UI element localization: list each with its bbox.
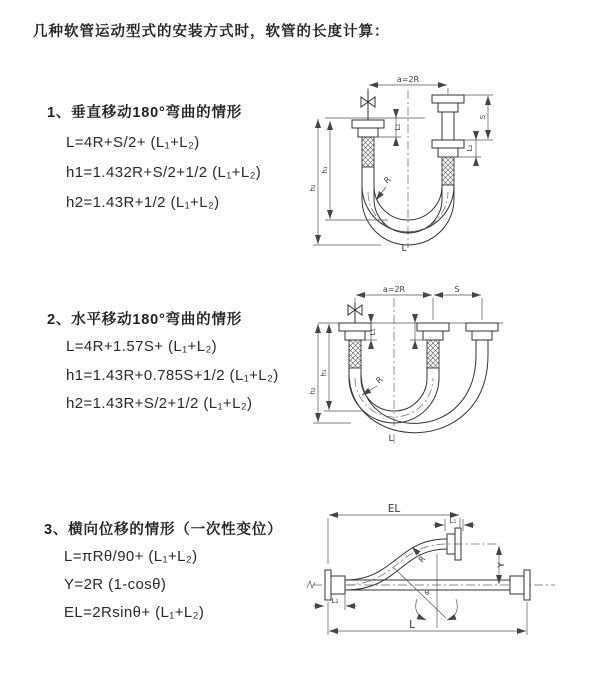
braided-hose-section: [442, 157, 454, 185]
flange-hub: [510, 576, 524, 594]
flange: [325, 570, 331, 600]
dim-a2r-label: a=2R: [382, 285, 406, 294]
section-3-formula-Y: Y=2R (1-cosθ): [64, 576, 167, 593]
braided-hose-section: [427, 340, 439, 368]
dim-s-label: S: [454, 285, 460, 294]
dim-l-label: L: [409, 619, 415, 631]
radius-leader: [376, 187, 386, 200]
flange-hub: [438, 103, 458, 112]
radius-line: [394, 568, 446, 618]
radius-leader: [412, 547, 420, 555]
dim-r-label: R: [382, 174, 393, 186]
flange-hub: [331, 576, 345, 594]
section-3-formula-L: L=πRθ/90+ (L₁+L₂): [64, 548, 198, 565]
section-1-heading: 1、垂直移动180°弯曲的情形: [47, 105, 243, 121]
dim-el-label: EL: [387, 503, 401, 515]
dim-s-label: S: [479, 114, 487, 120]
dim-theta-label: θ: [424, 589, 430, 597]
hose-bend-displaced: [361, 355, 476, 423]
dim-h2-label: h₂: [309, 387, 317, 395]
dim-h1-label: h₁: [320, 369, 328, 377]
angle-arc: [447, 599, 457, 620]
dim-a2r-label: a=2R: [396, 75, 420, 84]
flange-hub: [472, 331, 492, 340]
braided-hose-section: [362, 137, 374, 167]
section-1-formula-h2: h2=1.43R+1/2 (L₁+L₂): [66, 194, 220, 211]
dim-l2-label: L₂: [331, 597, 339, 605]
flange: [432, 95, 464, 103]
section-3-formula-EL: EL=2Rsinθ+ (L₁+L₂): [64, 604, 205, 621]
dim-r-label: R: [374, 374, 385, 386]
flange-hub: [438, 148, 458, 157]
dim-y-label: Y: [497, 562, 507, 568]
diagram-lateral-displacement: [300, 498, 600, 653]
section-2-formula-h1: h1=1.43R+0.785S+1/2 (L₁+L₂): [66, 367, 279, 384]
section-2-heading: 2、水平移动180°弯曲的情形: [47, 312, 243, 328]
angle-arc: [416, 599, 426, 620]
dim-l1-label: L₁: [394, 123, 402, 131]
section-2-formula-h2: h2=1.43R+S/2+1/2 (L₁+L₂): [66, 395, 253, 412]
dim-h1-label: h₁: [321, 166, 329, 174]
dim-l-label: L: [388, 434, 394, 444]
page-title: 几种软管运动型式的安装方式时，软管的长度计算：: [33, 24, 390, 40]
flange: [524, 570, 530, 600]
break-mark: [307, 581, 315, 588]
diagram-vertical-180-bend: [303, 70, 600, 265]
flange: [339, 323, 371, 331]
flange-hub: [345, 331, 365, 340]
flange-hub: [358, 128, 378, 137]
flange: [432, 140, 464, 148]
flange: [466, 323, 498, 331]
section-2-formula-L: L=4R+1.57S+ (L₁+L₂): [66, 338, 218, 355]
hose-curve: [345, 539, 447, 580]
braided-hose-section: [349, 340, 361, 368]
section-1-formula-L: L=4R+S/2+ (L₁+L₂): [66, 134, 200, 151]
section-3-heading: 3、横向位移的情形（一次性变位）: [44, 522, 283, 538]
flange: [417, 323, 449, 331]
dim-r-label: R: [416, 554, 428, 565]
diagram-horizontal-180-bend: [303, 283, 600, 463]
section-1-formula-h1: h1=1.432R+S/2+1/2 (L₁+L₂): [66, 164, 262, 181]
dim-l1-label: L₁: [369, 328, 377, 336]
dim-h2-label: h₂: [309, 184, 317, 192]
dim-l-label: L: [401, 244, 407, 254]
flange: [352, 120, 384, 128]
flange-hub: [423, 331, 443, 340]
dim-l2-label: L₂: [466, 144, 474, 152]
dim-l1-label: L₁: [449, 517, 457, 525]
